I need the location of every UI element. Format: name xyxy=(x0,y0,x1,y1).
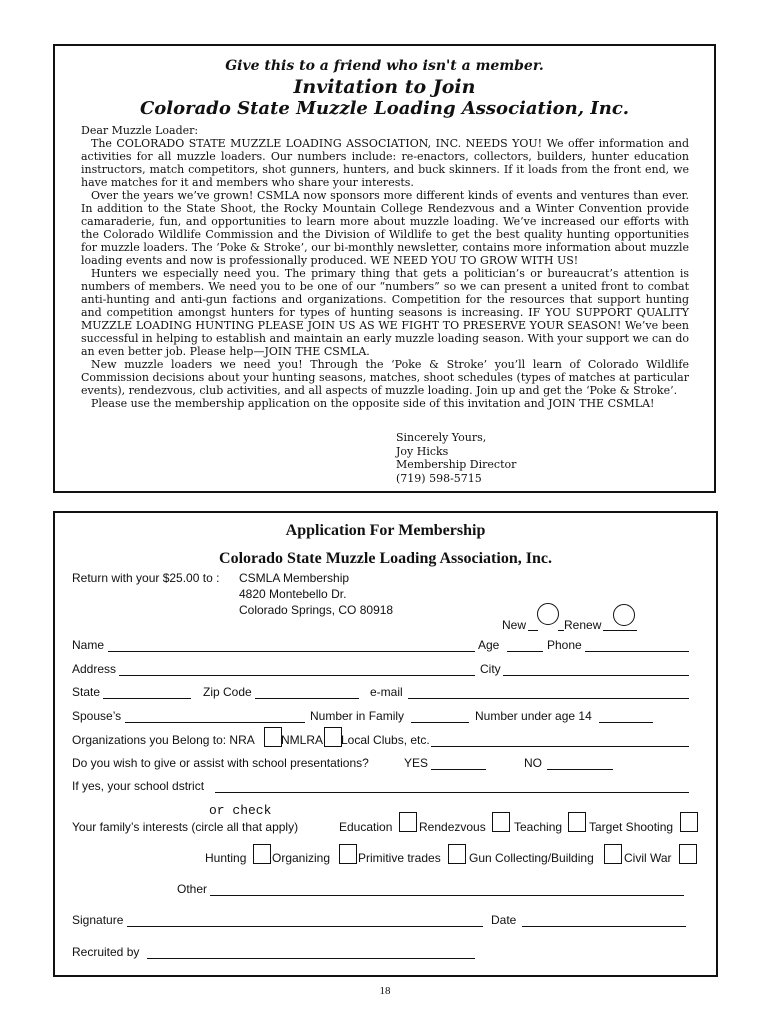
gun-collecting-checkbox[interactable] xyxy=(604,844,622,864)
new-label: New xyxy=(502,618,527,632)
city-field[interactable] xyxy=(503,675,689,676)
school-district-label: If yes, your school dstrict xyxy=(72,779,205,793)
primitive-trades-checkbox[interactable] xyxy=(448,844,466,864)
letter-paragraph: Hunters we especially need you. The primary thing that gets a politician’s or bureaucrat’s attention is numbers of members. We need you to be one of our “numbers” so we can present a united front to combat anti-hunting and anti-gun factions and organizations. Competition for the resources that support hunting and competition amongst hunters for types of hunting seasons is increasing. IF YOU SUPPORT QUALITY MUZZLE LOADING HUNTING PLEASE JOIN US AS WE FIGHT TO PRESERVE YOUR SEASON! We’ve been successful in helping to establish and maintain an early muzzle loading season. With your support we can do an even better job. Please help—JOIN THE CSMLA. xyxy=(81,267,689,358)
orgs-label: Organizations you Belong to: NRA xyxy=(72,733,255,747)
page-number: 18 xyxy=(379,985,391,997)
name-label: Name xyxy=(72,638,105,652)
letter-paragraph: Over the years we’ve grown! CSMLA now sponsors more different kinds of events and ventures than ever. In addition to the State Shoot, the Rocky Mountain College Rendezvous and a Winter Convention provide camaraderie, fun, and opportunities to learn more about muzzle loading. We’ve increased our efforts with the Colorado Wildlife Commission and the Division of Wildlife to get the best quality hunting opportunities for muzzle loaders. The ‘Poke & Stroke’, our bi-monthly newsletter, contains more information about muzzle loading events and now is professionally produced. WE NEED YOU TO GROW WITH US! xyxy=(81,189,689,267)
interest-education: Education xyxy=(339,820,393,834)
hunting-checkbox[interactable] xyxy=(253,844,271,864)
organizing-checkbox[interactable] xyxy=(339,844,357,864)
city-label: City xyxy=(480,662,501,676)
invitation-tagline: Give this to a friend who isn't a member. xyxy=(225,58,544,74)
spouse-field[interactable] xyxy=(125,722,305,723)
teaching-checkbox[interactable] xyxy=(568,812,586,832)
state-label: State xyxy=(72,685,101,699)
interest-teaching: Teaching xyxy=(514,820,563,834)
age-field[interactable] xyxy=(507,651,543,652)
school-district-field[interactable] xyxy=(215,792,689,793)
application-title: Application For Membership xyxy=(285,522,486,539)
signature-label: Signature xyxy=(72,913,124,927)
other-label: Other xyxy=(177,882,208,896)
date-field[interactable] xyxy=(522,926,686,927)
local-clubs-label: Local Clubs, etc. xyxy=(341,733,430,747)
local-clubs-field[interactable] xyxy=(431,746,689,747)
interests-label: Your family’s interests (circle all that apply) xyxy=(72,820,299,834)
email-label: e-mail xyxy=(370,685,403,699)
salutation: Dear Muzzle Loader: xyxy=(81,124,199,137)
phone-field[interactable] xyxy=(585,651,689,652)
signature-block xyxy=(396,431,516,485)
yes-field[interactable] xyxy=(431,769,486,770)
under14-label: Number under age 14 xyxy=(475,709,592,723)
invitation-org: Colorado State Muzzle Loading Association, Inc. xyxy=(139,98,630,119)
nra-checkbox[interactable] xyxy=(264,727,282,747)
invitation-panel xyxy=(53,44,716,493)
recruited-label: Recruited by xyxy=(72,945,140,959)
state-field[interactable] xyxy=(103,698,191,699)
application-org: Colorado State Muzzle Loading Association, Inc. xyxy=(219,550,552,567)
civil-war-checkbox[interactable] xyxy=(679,844,697,864)
letter-paragraph: The COLORADO STATE MUZZLE LOADING ASSOCIATION, INC. NEEDS YOU! We offer information and activities for all muzzle loaders. Our numbers include: re-enactors, collectors, builders, hunter education instructors, match competitors, shot gunners, hunters, and buck skinners. If it loads from the front end, we have matches for it and members who share your interests. xyxy=(81,137,689,189)
interest-rendezvous: Rendezvous xyxy=(419,820,486,834)
interest-gun-collecting: Gun Collecting/Building xyxy=(469,851,594,865)
age-label: Age xyxy=(478,638,500,652)
family-number-label: Number in Family xyxy=(310,709,405,723)
yes-label: YES xyxy=(404,756,429,770)
no-field[interactable] xyxy=(547,769,613,770)
renew-label: Renew xyxy=(564,618,602,632)
letter-paragraph: New muzzle loaders we need you! Through the ‘Poke & Stroke’ you’ll learn of Colorado Wildlife Commission decisions about your hunting seasons, matches, shoot schedules (types of matches at particular events), rendezvous, club activities, and all aspects of muzzle loading. Join up and get the ‘Poke & Stroke’. xyxy=(81,358,689,397)
invitation-title: Invitation to Join xyxy=(293,76,476,98)
closing: Sincerely Yours, xyxy=(396,431,487,444)
no-label: NO xyxy=(524,756,542,770)
interest-hunting: Hunting xyxy=(205,851,247,865)
letter-paragraph: Please use the membership application on the opposite side of this invitation and JOIN THE CSMLA! xyxy=(91,397,655,410)
email-field[interactable] xyxy=(408,698,689,699)
family-number-field[interactable] xyxy=(411,722,469,723)
date-label: Date xyxy=(491,913,517,927)
under14-field[interactable] xyxy=(599,722,653,723)
zip-label: Zip Code xyxy=(203,685,252,699)
education-checkbox[interactable] xyxy=(399,812,417,832)
nmlra-checkbox[interactable] xyxy=(324,727,342,747)
address-line-1: CSMLA Membership xyxy=(239,571,350,585)
interest-civil-war: Civil War xyxy=(624,851,672,865)
invitation-letter xyxy=(81,124,689,410)
renew-option[interactable] xyxy=(613,604,635,626)
give-assist-label: Do you wish to give or assist with school presentations? xyxy=(72,756,369,770)
new-option[interactable] xyxy=(537,603,559,625)
address-label: Address xyxy=(72,662,117,676)
application-panel xyxy=(53,511,718,977)
or-check-note: or check xyxy=(209,803,272,818)
other-field[interactable] xyxy=(210,895,684,896)
interest-target-shooting: Target Shooting xyxy=(589,820,674,834)
spouse-label: Spouse’s xyxy=(72,709,122,723)
address-field[interactable] xyxy=(119,675,475,676)
recruited-field[interactable] xyxy=(147,958,475,959)
signature-field[interactable] xyxy=(127,926,483,927)
signer-role: Membership Director xyxy=(396,458,517,471)
address-line-2: 4820 Montebello Dr. xyxy=(239,587,347,601)
rendezvous-checkbox[interactable] xyxy=(492,812,510,832)
nmlra-label: NMLRA xyxy=(281,733,324,747)
signer-phone: (719) 598-5715 xyxy=(396,471,482,485)
zip-field[interactable] xyxy=(255,698,359,699)
interest-primitive-trades: Primitive trades xyxy=(358,851,441,865)
address-line-3: Colorado Springs, CO 80918 xyxy=(239,603,394,617)
target-shooting-checkbox[interactable] xyxy=(680,812,698,832)
return-label: Return with your $25.00 to : xyxy=(72,571,220,585)
interest-organizing: Organizing xyxy=(272,851,331,865)
phone-label: Phone xyxy=(547,638,582,652)
name-field[interactable] xyxy=(108,651,475,652)
signer-name: Joy Hicks xyxy=(396,444,449,458)
